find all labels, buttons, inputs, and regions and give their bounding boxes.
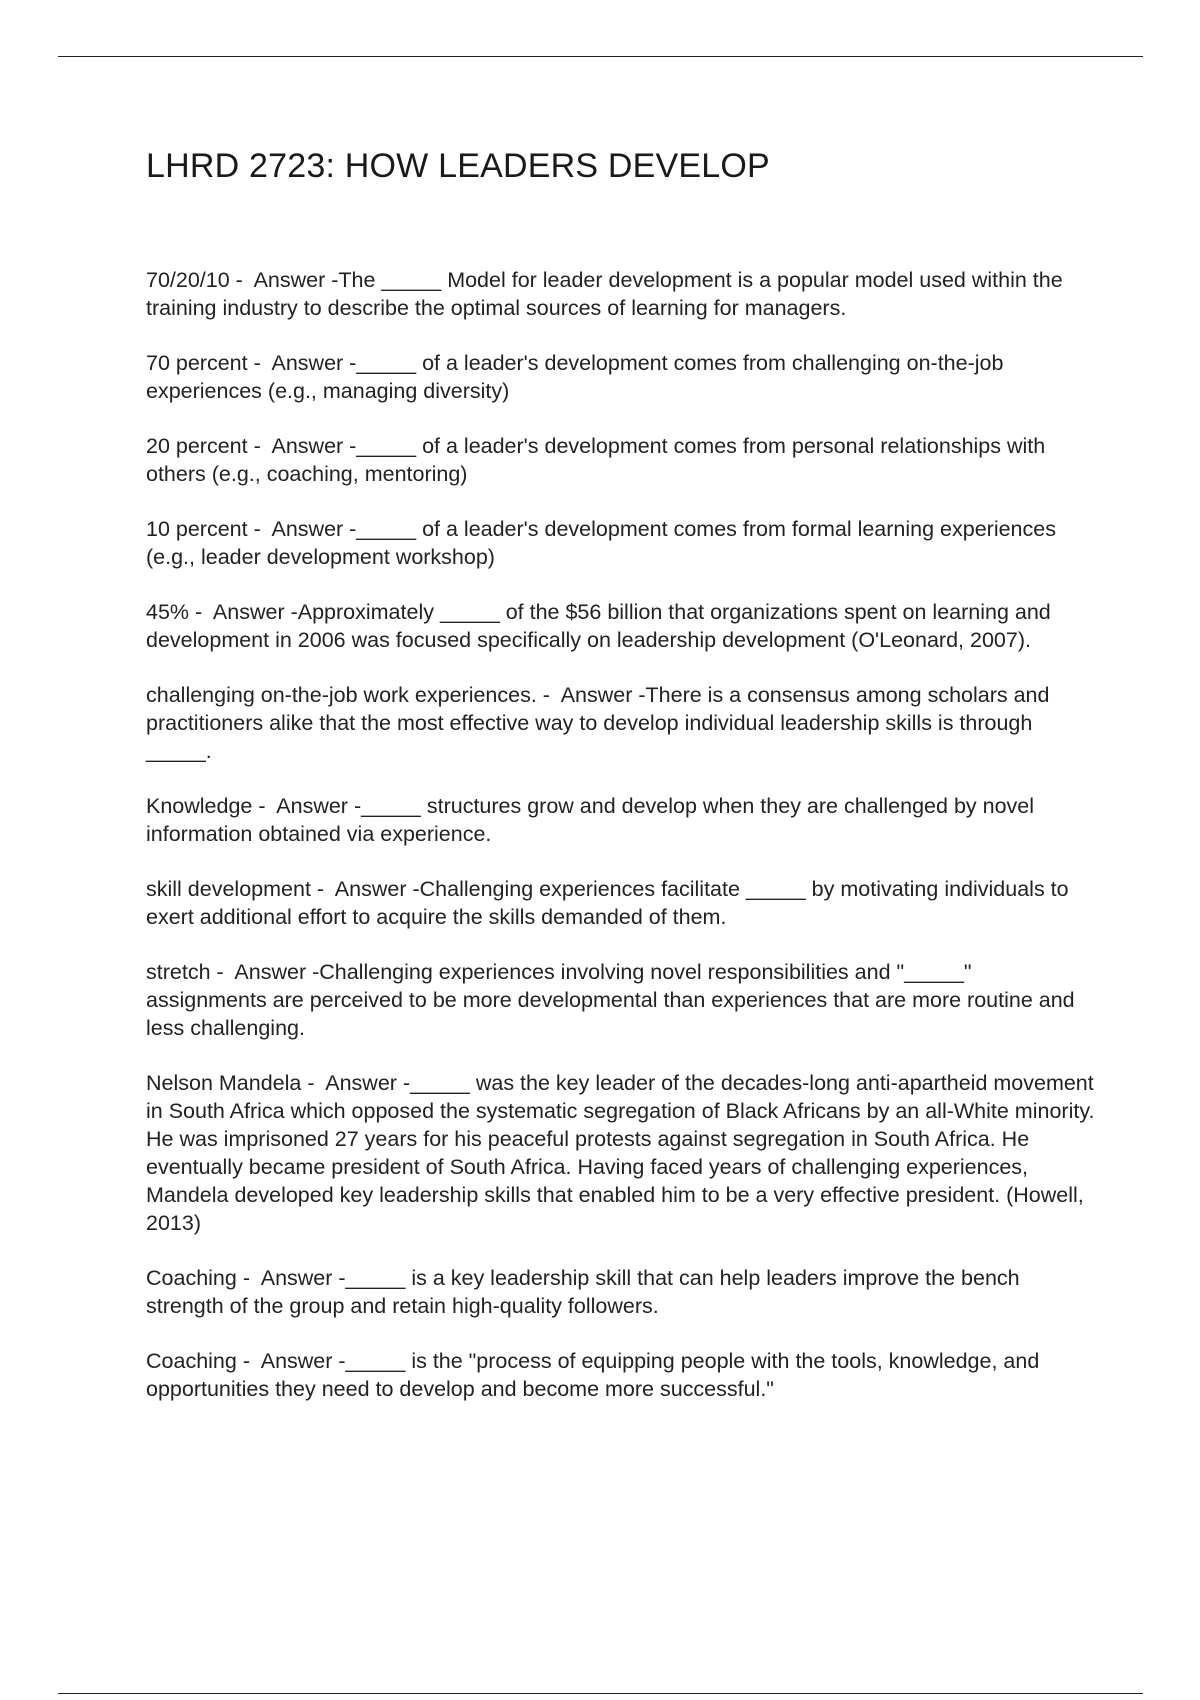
flashcard-entry: 20 percent - Answer -_____ of a leader's development comes from personal relationships with others (e.g., coaching, mentoring) <box>146 434 1052 486</box>
flashcard-entry: stretch - Answer -Challenging experiences involving novel responsibilities and "_____" assignments are perceived to be more developmental than experiences that are more routine and less challenging. <box>146 960 1081 1040</box>
flashcard-entry: Coaching - Answer -_____ is a key leadership skill that can help leaders improve the bench strength of the group and retain high-quality followers. <box>146 1266 1026 1318</box>
flashcard-entry: 45% - Answer -Approximately _____ of the $56 billion that organizations spent on learning and development in 2006 was focused specifically on leadership development (O'Leonard, 2007). <box>146 600 1057 652</box>
document-body <box>146 140 1101 1430</box>
flashcard-entry: Coaching - Answer -_____ is the "process of equipping people with the tools, knowledge, and opportunities they need to develop and become more successful." <box>146 1349 1046 1401</box>
document-title: LHRD 2723: HOW LEADERS DEVELOP <box>146 147 770 185</box>
flashcard-entry: 70/20/10 - Answer -The _____ Model for leader development is a popular model used within the training industry to describe the optimal sources of learning for managers. <box>146 268 1069 320</box>
top-divider <box>58 56 1143 57</box>
flashcard-entry: 70 percent - Answer -_____ of a leader's development comes from challenging on-the-job experiences (e.g., managing diversity) <box>146 351 1010 403</box>
flashcard-entry: 10 percent - Answer -_____ of a leader's development comes from formal learning experiences (e.g., leader development workshop) <box>146 517 1062 569</box>
flashcard-entry: skill development - Answer -Challenging experiences facilitate _____ by motivating individuals to exert additional effort to acquire the skills demanded of them. <box>146 877 1075 929</box>
flashcard-entry: Knowledge - Answer -_____ structures grow and develop when they are challenged by novel information obtained via experience. <box>146 794 1041 846</box>
flashcard-entry: Nelson Mandela - Answer -_____ was the key leader of the decades-long anti-apartheid movement in South Africa which opposed the systematic segregation of Black Africans by an all-White minority. He was imprisoned 27 years for his peaceful protests against segregation in South Africa. He eventually became president of South Africa. Having faced years of challenging experiences, Mandela developed key leadership skills that enabled him to be a very effective president. (Howell, 2013) <box>146 1071 1101 1235</box>
flashcard-list <box>146 266 1101 1403</box>
flashcard-entry: challenging on-the-job work experiences. - Answer -There is a consensus among scholars and practitioners alike that the most effective way to develop individual leadership skills is through _____. <box>146 683 1056 763</box>
bottom-divider <box>58 1693 1143 1694</box>
